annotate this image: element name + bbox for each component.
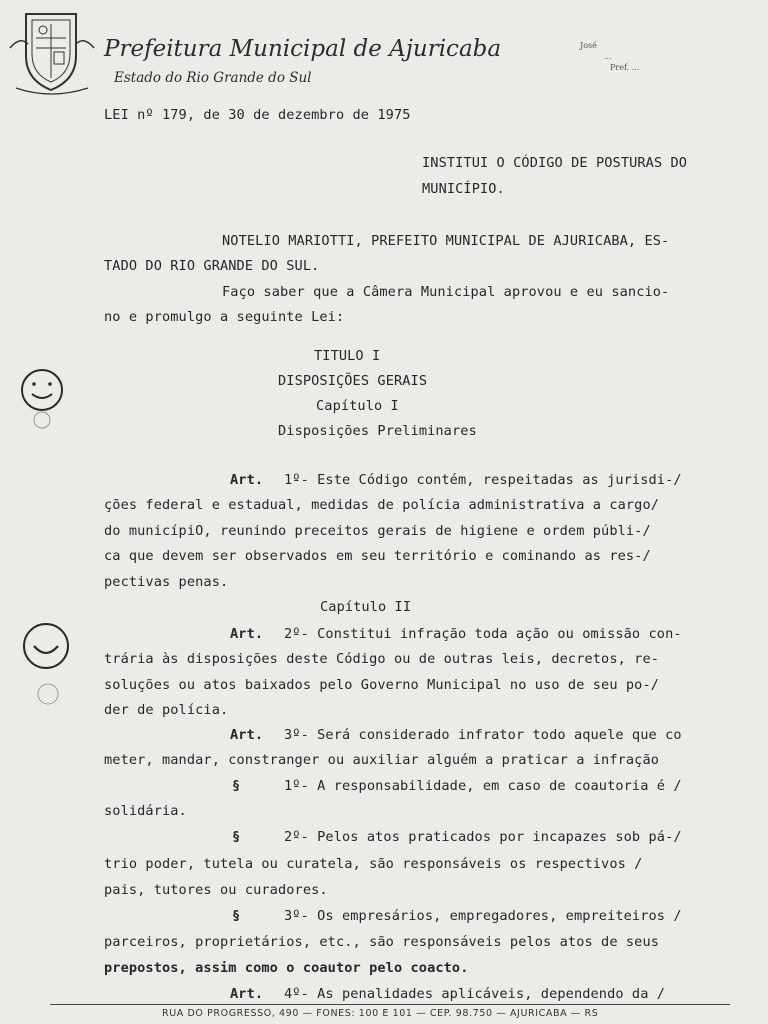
art4-label: Art. (230, 986, 264, 1002)
art2-line-4: der de polícia. (104, 702, 229, 718)
ementa-line-1: INSTITUI O CÓDIGO DE POSTURAS DO (422, 155, 688, 171)
par3-line-1: 3º- Os empresários, empregadores, empreiteiros / (284, 908, 682, 924)
art4-line-1: 4º- As penalidades aplicáveis, dependendo da / (284, 986, 666, 1002)
art2-line-3: soluções ou atos baixados pelo Governo Municipal no uso de seu po-/ (104, 677, 660, 693)
par3-line-3: prepostos, assim como o coautor pelo coacto. (104, 960, 469, 976)
footer-address: RUA DO PROGRESSO, 490 — FONES: 100 E 101 — CEP. 98.750 — AJURICABA — RS (162, 1008, 599, 1019)
par3-line-2: parceiros, proprietários, etc., são responsáveis pelos atos de seus (104, 934, 660, 950)
art1-line-5: pectivas penas. (104, 574, 229, 590)
letterhead-title: Prefeitura Municipal de Ajuricaba (104, 36, 502, 62)
stamp-mark: José ... Pref. ... (580, 41, 640, 72)
art1-line-2: ções federal e estadual, medidas de polícia administrativa a cargo/ (104, 497, 660, 513)
preamble-line-4: no e promulgo a seguinte Lei: (104, 309, 345, 325)
title-number: TITULO I (314, 348, 381, 364)
smiley-doodle-icon (14, 368, 74, 432)
art3-line-1: 3º- Será considerado infrator todo aquele que co (284, 727, 682, 743)
par2-line-1: 2º- Pelos atos praticados por incapazes sob pá-/ (284, 829, 682, 845)
municipal-crest-logo (6, 8, 98, 96)
preamble-line-1: NOTELIO MARIOTTI, PREFEITO MUNICIPAL DE AJURICABA, ES- (222, 233, 670, 249)
preamble-line-2: TADO DO RIO GRANDE DO SUL. (104, 258, 320, 274)
art2-label: Art. (230, 626, 264, 642)
letterhead-subtitle: Estado do Rio Grande do Sul (114, 70, 312, 86)
par2-line-2: trio poder, tutela ou curatela, são responsáveis os respectivos / (104, 856, 643, 872)
smiley-doodle-icon (18, 616, 78, 712)
preamble-line-3: Faço saber que a Câmera Municipal aprovou e eu sancio- (222, 284, 670, 300)
par1-line-2: solidária. (104, 803, 187, 819)
footer-divider (50, 1004, 730, 1005)
par2-line-3: pais, tutores ou curadores. (104, 882, 328, 898)
par1-sign: § (232, 778, 241, 794)
art1-line-4: ca que devem ser observados em seu território e cominando as res-/ (104, 548, 651, 564)
art1-label: Art. (230, 472, 264, 488)
ementa-line-2: MUNICÍPIO. (422, 181, 505, 197)
chapter-1-title: Disposições Preliminares (278, 423, 477, 439)
art3-line-2: meter, mandar, constranger ou auxiliar alguém a praticar a infração (104, 752, 660, 768)
art1-line-1: 1º- Este Código contém, respeitadas as jurisdi-/ (284, 472, 682, 488)
art3-label: Art. (230, 727, 264, 743)
art2-line-2: trária às disposições deste Código ou de outras leis, decretos, re- (104, 651, 660, 667)
law-heading: LEI nº 179, de 30 de dezembro de 1975 (104, 107, 411, 123)
art2-line-1: 2º- Constitui infração toda ação ou omissão con- (284, 626, 682, 642)
chapter-1-heading: Capítulo I (316, 398, 399, 414)
par2-sign: § (232, 829, 241, 845)
title-name: DISPOSIÇÕES GERAIS (278, 373, 428, 389)
par1-line-1: 1º- A responsabilidade, em caso de coautoria é / (284, 778, 682, 794)
chapter-2-heading: Capítulo II (320, 599, 412, 615)
art1-line-3: do municípiO, reunindo preceitos gerais de higiene e ordem públi-/ (104, 523, 651, 539)
par3-sign: § (232, 908, 241, 924)
